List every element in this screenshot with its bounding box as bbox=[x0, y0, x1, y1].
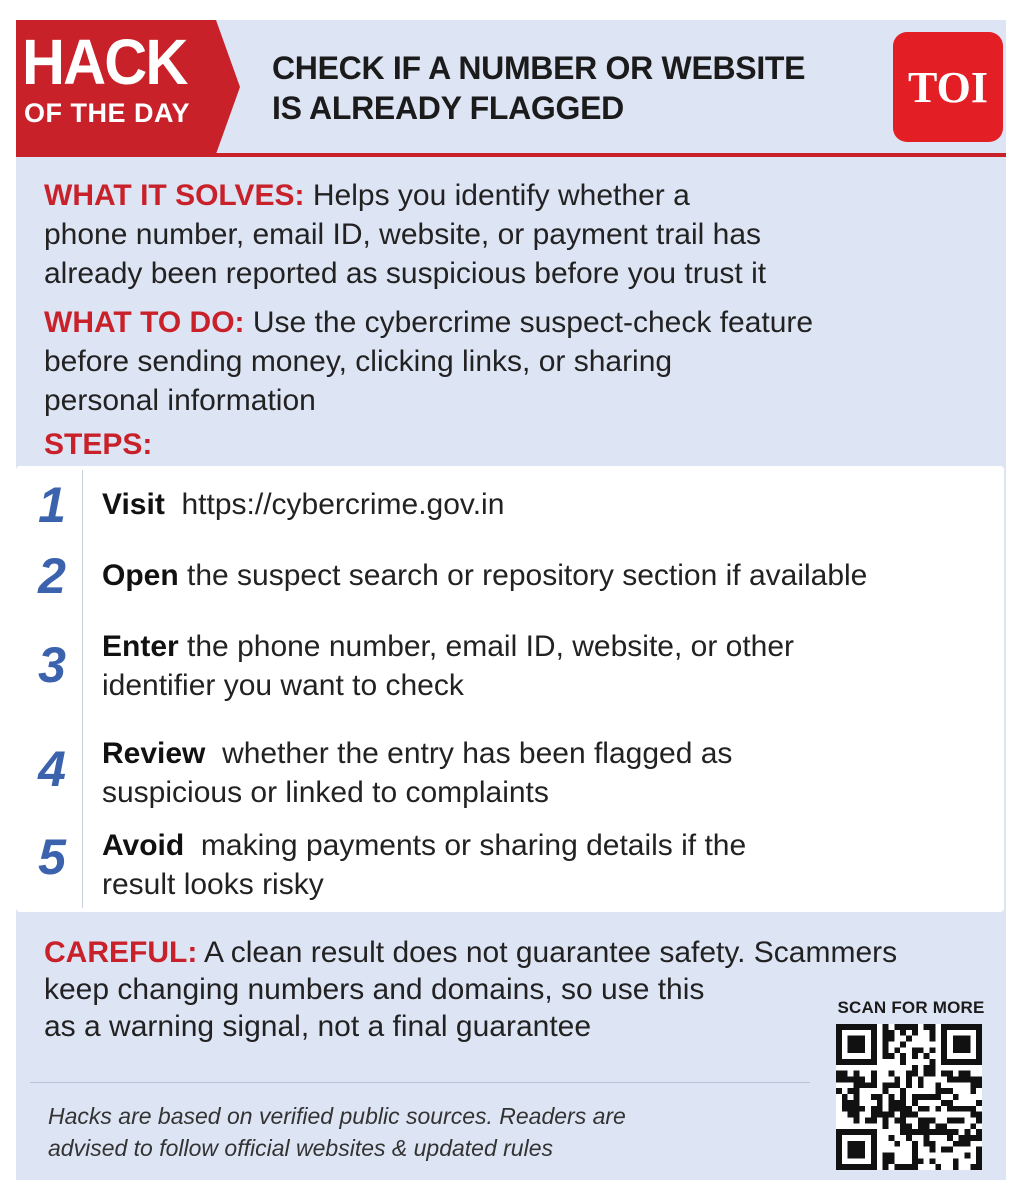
step-5 bbox=[102, 826, 992, 904]
step-4 bbox=[102, 734, 992, 812]
step-3-text-1: the phone number, email ID, website, or other bbox=[187, 630, 795, 663]
what-to-do-line-1 bbox=[44, 303, 984, 342]
careful-text-2: keep changing numbers and domains, so use this bbox=[44, 973, 705, 1006]
header-divider bbox=[16, 153, 1006, 157]
careful-text-1: A clean result does not guarantee safety. Scammers bbox=[204, 936, 898, 969]
what-to-do-section bbox=[44, 303, 984, 420]
disclaimer-line-1: Hacks are based on verified public sources. Readers are bbox=[48, 1103, 626, 1129]
step-number-2: 2 bbox=[38, 548, 66, 604]
step-2-text: the suspect search or repository section if available bbox=[187, 559, 868, 592]
step-1-line-1 bbox=[102, 485, 992, 524]
footer-divider bbox=[30, 1082, 810, 1083]
careful-text-3: as a warning signal, not a final guarantee bbox=[44, 1010, 592, 1043]
step-number-5: 5 bbox=[38, 829, 66, 885]
step-1-text: https://cybercrime.gov.in bbox=[181, 488, 505, 521]
step-4-line-1 bbox=[102, 734, 992, 773]
step-4-text-2: suspicious or linked to complaints bbox=[102, 776, 549, 809]
steps-divider bbox=[82, 470, 83, 908]
what-to-do-text-2: before sending money, clicking links, or sharing bbox=[44, 345, 673, 378]
step-2 bbox=[102, 556, 992, 595]
careful-label: CAREFUL: bbox=[44, 936, 198, 969]
toi-logo: TOI bbox=[893, 32, 1003, 142]
step-1-verb: Visit bbox=[102, 488, 165, 521]
disclaimer bbox=[48, 1100, 808, 1164]
step-number-1: 1 bbox=[38, 477, 66, 533]
step-5-text-2: result looks risky bbox=[102, 868, 324, 901]
what-to-do-label: WHAT TO DO: bbox=[44, 306, 245, 339]
hack-heading: HACK bbox=[22, 26, 187, 98]
what-to-do-text-1: Use the cybercrime suspect-check feature bbox=[252, 306, 814, 339]
page-title-line-2: IS ALREADY FLAGGED bbox=[272, 90, 624, 126]
step-5-line-1 bbox=[102, 826, 992, 865]
what-it-solves-line-1 bbox=[44, 176, 984, 215]
step-3 bbox=[102, 627, 992, 705]
step-5-text-1: making payments or sharing details if the bbox=[200, 829, 747, 862]
step-3-text-2: identifier you want to check bbox=[102, 669, 464, 702]
steps-label: STEPS: bbox=[44, 428, 153, 461]
page-title bbox=[272, 48, 852, 128]
step-2-verb: Open bbox=[102, 559, 179, 592]
careful-line-1 bbox=[44, 934, 974, 971]
step-5-verb: Avoid bbox=[102, 829, 185, 862]
step-3-verb: Enter bbox=[102, 630, 179, 663]
step-1 bbox=[102, 485, 992, 524]
what-it-solves-section bbox=[44, 176, 984, 293]
step-number-3: 3 bbox=[38, 637, 66, 693]
disclaimer-line-2: advised to follow official websites & updated rules bbox=[48, 1135, 554, 1161]
step-4-text-1: whether the entry has been flagged as bbox=[222, 737, 733, 770]
step-3-line-1 bbox=[102, 627, 992, 666]
what-it-solves-label: WHAT IT SOLVES: bbox=[44, 179, 305, 212]
step-2-line-1 bbox=[102, 556, 992, 595]
step-number-4: 4 bbox=[38, 741, 66, 797]
what-to-do-text-3: personal information bbox=[44, 384, 316, 417]
what-it-solves-text-3: already been reported as suspicious before you trust it bbox=[44, 257, 767, 290]
page-title-line-1: CHECK IF A NUMBER OR WEBSITE bbox=[272, 50, 806, 86]
what-it-solves-text-2: phone number, email ID, website, or payment trail has bbox=[44, 218, 762, 251]
step-4-verb: Review bbox=[102, 737, 206, 770]
what-it-solves-text-1: Helps you identify whether a bbox=[312, 179, 690, 212]
scan-for-more-label: SCAN FOR MORE bbox=[837, 998, 985, 1017]
of-the-day-heading: OF THE DAY bbox=[24, 98, 191, 128]
qr-code[interactable] bbox=[836, 1024, 982, 1170]
